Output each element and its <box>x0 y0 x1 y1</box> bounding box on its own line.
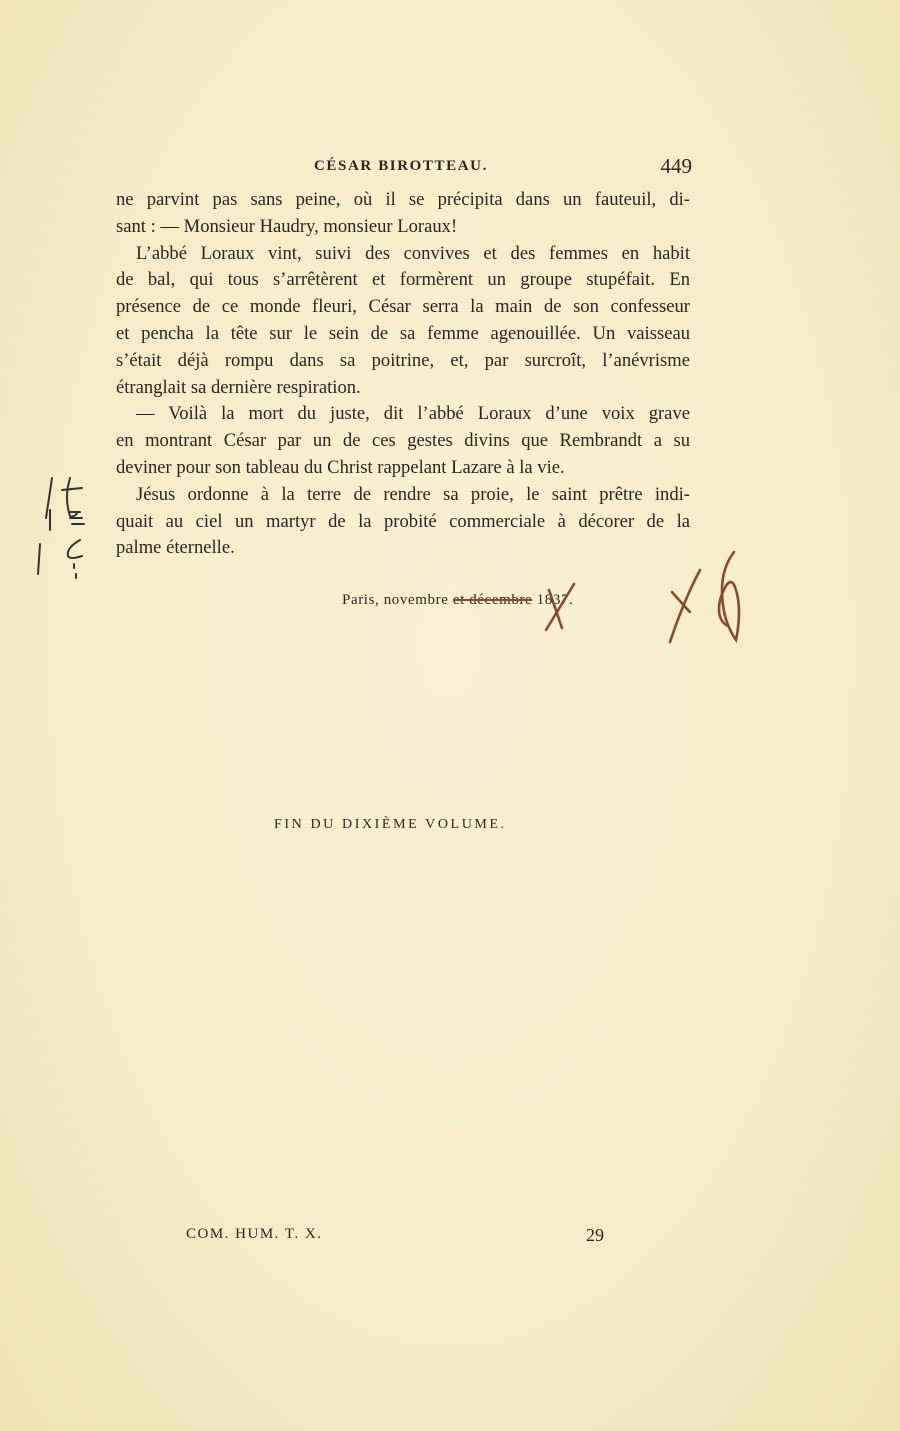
left-margin-mark-2 <box>62 478 82 517</box>
paragraph-3 <box>116 401 690 481</box>
page-number: 449 <box>660 154 692 178</box>
left-margin-mark-6 <box>68 540 82 558</box>
text-line: deviner pour son tableau du Christ rappelant Lazare à la vie. <box>116 456 565 478</box>
left-margin-mark-5 <box>38 544 40 574</box>
text-line: en montrant César par un de ces gestes divins que Rembrandt a su <box>116 430 690 452</box>
running-head <box>114 156 692 180</box>
text-line: présence de ce monde fleuri, César serra la main de son confesseur <box>116 296 690 318</box>
text-line: quait au ciel un martyr de la probité commerciale à décorer de la <box>116 510 690 532</box>
paragraph-4 <box>116 482 690 562</box>
end-of-volume: FIN DU DIXIÈME VOLUME. <box>274 817 507 832</box>
text-line: — Voilà la mort du juste, dit l’abbé Loraux d’une voix grave <box>136 403 690 425</box>
dateline-struck-text: et décembre <box>452 592 533 608</box>
paragraph-1 <box>116 187 690 241</box>
margin-mark-x <box>670 570 700 642</box>
footer-sheet-number: 29 <box>586 1225 604 1245</box>
footer-signature: COM. HUM. T. X. <box>186 1226 323 1242</box>
text-line: sant : — Monsieur Haudry, monsieur Loraux! <box>116 215 458 237</box>
paragraph-2 <box>116 241 690 402</box>
left-margin-mark-1 <box>46 478 52 518</box>
text-line: étranglait sa dernière respiration. <box>116 376 361 398</box>
dateline-suffix: 1837. <box>532 592 574 608</box>
dateline-prefix: Paris, novembre <box>342 592 453 608</box>
running-title: CÉSAR BIROTTEAU. <box>314 158 488 174</box>
text-line: ne parvint pas sans peine, où il se précipita dans un fauteuil, di- <box>116 189 690 210</box>
text-line: palme éternelle. <box>116 537 235 559</box>
body-text <box>116 187 690 562</box>
left-margin-mark-7 <box>74 564 76 578</box>
text-line: L’abbé Loraux vint, suivi des convives et des femmes en habit <box>136 242 690 264</box>
text-line: Jésus ordonne à la terre de rendre sa proie, le saint prêtre indi- <box>136 483 690 505</box>
text-line: s’était déjà rompu dans sa poitrine, et, par surcroît, l’anévrisme <box>116 349 690 371</box>
dateline <box>342 592 573 609</box>
text-line: et pencha la tête sur le sein de sa femme agenouillée. Un vaisseau <box>116 322 690 344</box>
left-margin-mark-4 <box>70 512 84 524</box>
text-line: de bal, qui tous s’arrêtèrent et formèrent un groupe stupéfait. En <box>116 269 690 291</box>
margin-mark-loop <box>719 552 739 640</box>
